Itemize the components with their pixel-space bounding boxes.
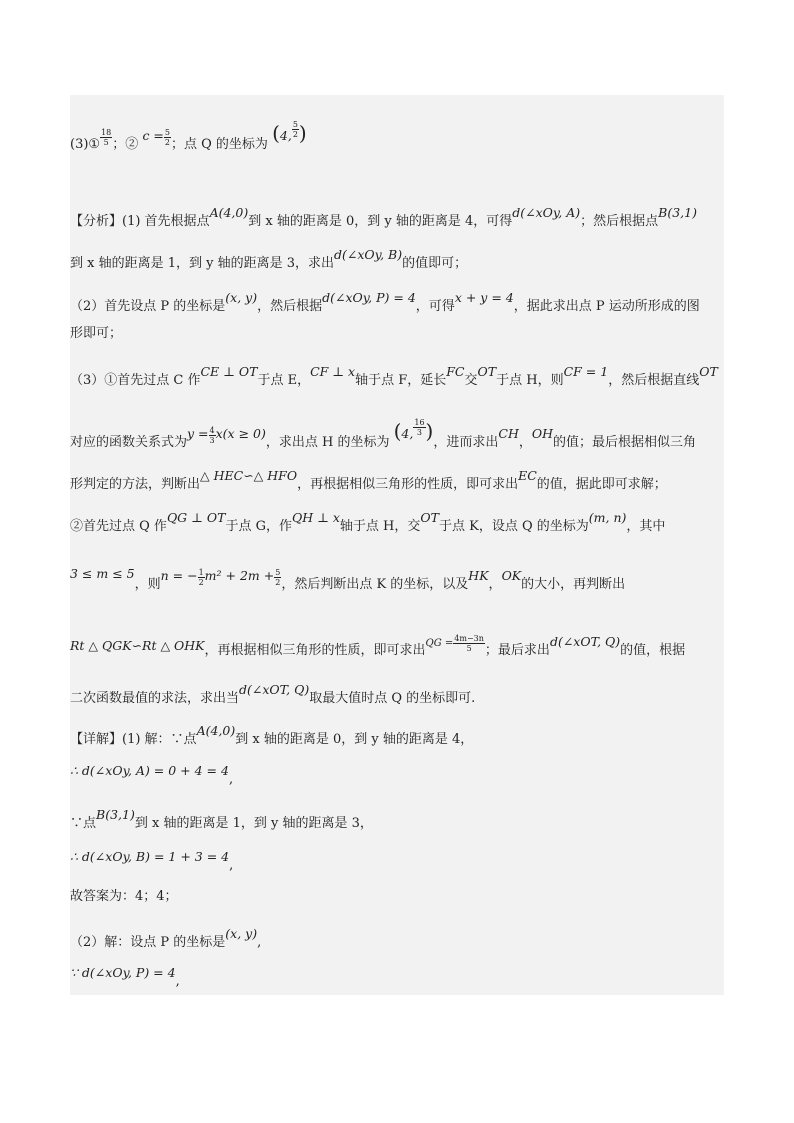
fraction-16-3: $\frac{16}{3}$ (414, 418, 425, 437)
label-part-3: (3) (70, 137, 89, 152)
analysis-line-11: 二次函数最值的求法，求出当d(∠xOT, Q)取最大值时点 Q 的坐标即可. (70, 682, 476, 706)
fraction-5-2: $\frac{5}{2}$ (164, 128, 170, 147)
detail-line-3: ∵点B(3,1)到 x 轴的距离是 1，到 y 轴的距离是 3， (70, 807, 373, 831)
analysis-line-5: （3）①首先过点 C 作CE ⊥ OT于点 E，CF ⊥ x轴于点 F，延长FC交OT于点 H，则CF = 1，然后根据直线OT (70, 364, 718, 388)
detail-line-7: ∵ d(∠xOy, P) = 4, (70, 965, 180, 989)
analysis-line-2: 到 x 轴的距离是 1，到 y 轴的距离是 3，求出d(∠xOy, B)的值即可； (70, 247, 468, 271)
fraction-5-2-b: $\frac{5}{2}$ (275, 568, 281, 587)
analysis-line-9: 3 ≤ m ≤ 5，则n = − $\frac{1}{2}$ m² + 2m + $\frac{5}{2}$ ，然后判断出点 K 的坐标，以及HK，OK的大小，再判断出 (70, 566, 626, 592)
analysis-line-8: ②首先过点 Q 作QG ⊥ OT于点 G，作QH ⊥ x轴于点 H，交OT于点 K，设点 Q 的坐标为(m, n)，其中 (70, 510, 666, 534)
fraction-1-2: $\frac{1}{2}$ (198, 568, 204, 587)
math-c-equals: c = (142, 128, 164, 143)
fraction-qg: $\frac{4m-3n}{5}$ (454, 634, 484, 653)
detail-line-1: 【详解】(1) 解：∵点A(4,0)到 x 轴的距离是 0，到 y 轴的距离是 4， (70, 723, 474, 747)
fraction-4-3: $\frac{4}{3}$ (209, 426, 215, 445)
circle-1-marker: ① (88, 137, 101, 152)
answer-line-3: (3)① $\frac{18}{5}$ ；② c = $\frac{5}{2}$ ；点 Q 的坐标为 (4, $\frac{5}{2}$ ) (70, 120, 307, 152)
circle-2-marker: ② (125, 137, 139, 152)
detail-line-4: ∴ d(∠xOy, B) = 1 + 3 = 4, (70, 849, 234, 873)
analysis-line-4: 形即可； (70, 326, 123, 341)
fraction-5-2-coord: $\frac{5}{2}$ (292, 120, 298, 139)
analysis-line-1: 【分析】(1) 首先根据点A(4,0)到 x 轴的距离是 0，到 y 轴的距离是 4，可得d(∠xOy, A)；然后根据点B(3,1) (70, 205, 697, 229)
analysis-line-6: 对应的函数关系式为y = $\frac{4}{3}$ x(x ≥ 0)，求出点 H 的坐标为 (4, $\frac{16}{3}$ )，进而求出CH，OH的值；最后根据相似三角 (70, 418, 697, 450)
detail-line-2: ∴ d(∠xOy, A) = 0 + 4 = 4, (70, 763, 234, 787)
analysis-line-10: Rt △ QGK∽Rt △ OHK，再根据相似三角形的性质，即可求出$^{QG =}$ $\frac{4m-3n}{5}$ ；最后求出d(∠xOT, Q)的值，根据 (70, 634, 686, 658)
analysis-line-7: 形判定的方法，判断出△ HEC∽△ HFO，再根据相似三角形的性质，即可求出EC的值，据此即可求解； (70, 468, 667, 492)
fraction-18-5: $\frac{18}{5}$ (101, 128, 112, 147)
detail-line-6: （2）解：设点 P 的坐标是(x, y), (70, 926, 262, 950)
analysis-line-3: （2）首先设点 P 的坐标是(x, y)，然后根据d(∠xOy, P) = 4，可得x + y = 4，据此求出点 P 运动所形成的图 (70, 290, 700, 314)
detail-line-5: 故答案为：4；4； (70, 889, 178, 904)
